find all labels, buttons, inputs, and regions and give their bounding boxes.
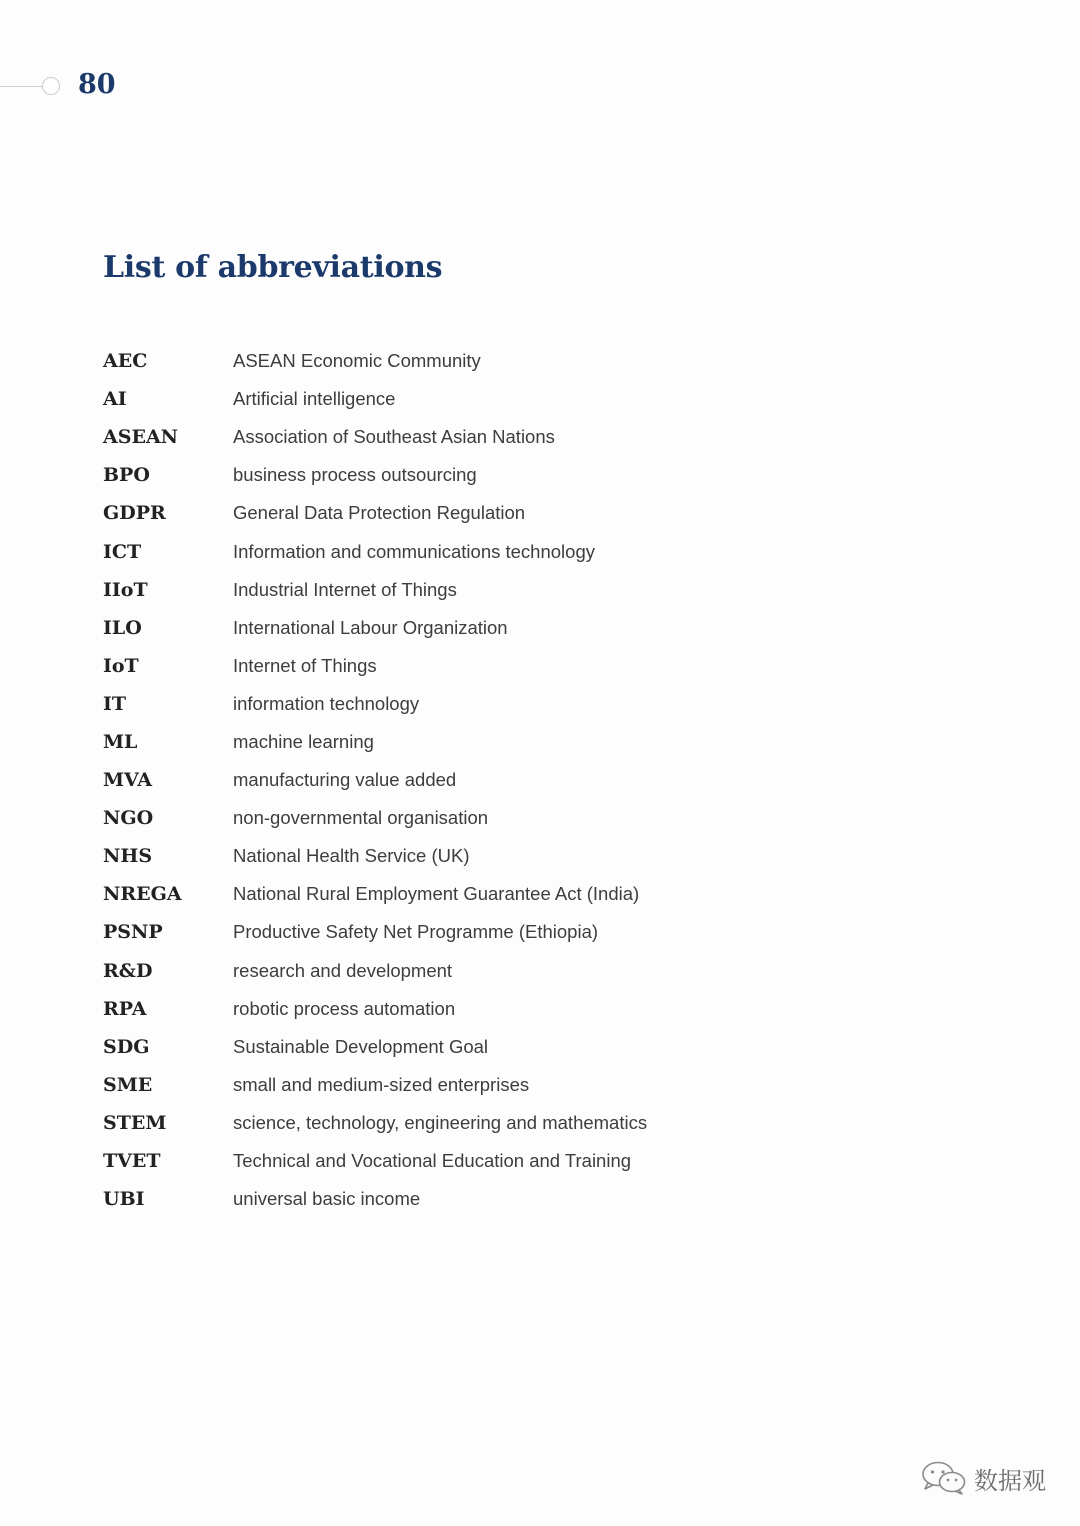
page-marker	[0, 70, 70, 104]
abbreviation-term: IIoT	[103, 578, 148, 601]
abbreviation-row	[103, 990, 743, 1028]
page-number: 80	[78, 69, 116, 100]
abbreviation-list	[103, 342, 743, 1218]
abbreviation-term: NHS	[103, 845, 153, 868]
abbreviation-row	[103, 532, 743, 570]
abbreviation-definition: National Health Service (UK)	[233, 845, 470, 867]
abbreviation-definition: Internet of Things	[233, 654, 377, 676]
abbreviation-term: UBI	[103, 1188, 145, 1211]
abbreviation-term: PSNP	[103, 921, 163, 944]
abbreviation-term: ASEAN	[103, 426, 179, 449]
abbreviation-definition: International Labour Organization	[233, 616, 508, 638]
abbreviation-definition: Industrial Internet of Things	[233, 578, 457, 600]
abbreviation-definition: small and medium-sized enterprises	[233, 1073, 530, 1095]
abbreviation-row	[103, 418, 743, 456]
abbreviation-row	[103, 799, 743, 837]
abbreviation-row	[103, 1066, 743, 1104]
abbreviation-row	[103, 571, 743, 609]
abbreviation-row	[103, 1028, 743, 1066]
abbreviation-term: TVET	[103, 1150, 161, 1173]
abbreviation-definition: Information and communications technology	[233, 540, 595, 562]
abbreviation-term: IT	[103, 692, 127, 715]
wechat-icon	[920, 1460, 968, 1496]
abbreviation-definition: Artificial intelligence	[233, 388, 396, 410]
abbreviation-term: ML	[103, 730, 138, 753]
abbreviation-row	[103, 1180, 743, 1218]
abbreviation-term: ILO	[103, 616, 142, 639]
abbreviation-row	[103, 494, 743, 532]
watermark-text: 数据观	[974, 1466, 1046, 1495]
watermark	[920, 1460, 1046, 1496]
abbreviation-definition: information technology	[233, 692, 420, 714]
abbreviation-row	[103, 647, 743, 685]
abbreviation-definition: Sustainable Development Goal	[233, 1035, 489, 1057]
abbreviation-term: RPA	[103, 997, 147, 1020]
abbreviation-definition: universal basic income	[233, 1188, 421, 1210]
abbreviation-row	[103, 875, 743, 913]
abbreviation-definition: National Rural Employment Guarantee Act (India)	[233, 883, 640, 905]
abbreviation-term: NREGA	[103, 883, 182, 906]
abbreviation-term: R&D	[103, 959, 153, 982]
abbreviation-row	[103, 761, 743, 799]
abbreviation-term: AI	[103, 388, 127, 411]
abbreviation-definition: robotic process automation	[233, 997, 456, 1019]
abbreviation-row	[103, 723, 743, 761]
abbreviation-definition: non-governmental organisation	[233, 807, 489, 829]
page-title: List of abbreviations	[103, 250, 443, 285]
abbreviation-row	[103, 952, 743, 990]
abbreviation-term: STEM	[103, 1111, 167, 1134]
abbreviation-definition: Association of Southeast Asian Nations	[233, 426, 555, 448]
abbreviation-term: GDPR	[103, 502, 166, 525]
abbreviation-definition: ASEAN Economic Community	[233, 350, 481, 372]
abbreviation-definition: science, technology, engineering and mathematics	[233, 1111, 648, 1133]
abbreviation-term: SDG	[103, 1035, 150, 1058]
abbreviation-term: IoT	[103, 654, 139, 677]
abbreviation-definition: business process outsourcing	[233, 464, 477, 486]
abbreviation-row	[103, 456, 743, 494]
abbreviation-definition: machine learning	[233, 730, 374, 752]
abbreviation-row	[103, 837, 743, 875]
page-marker-circle	[42, 77, 60, 95]
abbreviation-term: ICT	[103, 540, 142, 563]
abbreviation-definition: Productive Safety Net Programme (Ethiopia)	[233, 921, 599, 943]
abbreviation-term: NGO	[103, 807, 154, 830]
abbreviation-term: AEC	[103, 350, 148, 373]
abbreviation-definition: manufacturing value added	[233, 769, 457, 791]
abbreviation-row	[103, 685, 743, 723]
abbreviation-row	[103, 609, 743, 647]
abbreviation-row	[103, 913, 743, 951]
abbreviation-definition: General Data Protection Regulation	[233, 502, 526, 524]
abbreviation-term: SME	[103, 1073, 153, 1096]
abbreviation-row	[103, 342, 743, 380]
abbreviation-term: MVA	[103, 769, 153, 792]
page-marker-line	[0, 86, 42, 87]
abbreviation-definition: research and development	[233, 959, 453, 981]
abbreviation-definition: Technical and Vocational Education and Training	[233, 1150, 632, 1172]
abbreviation-row	[103, 1142, 743, 1180]
abbreviation-term: BPO	[103, 464, 150, 487]
abbreviation-row	[103, 1104, 743, 1142]
abbreviation-row	[103, 380, 743, 418]
